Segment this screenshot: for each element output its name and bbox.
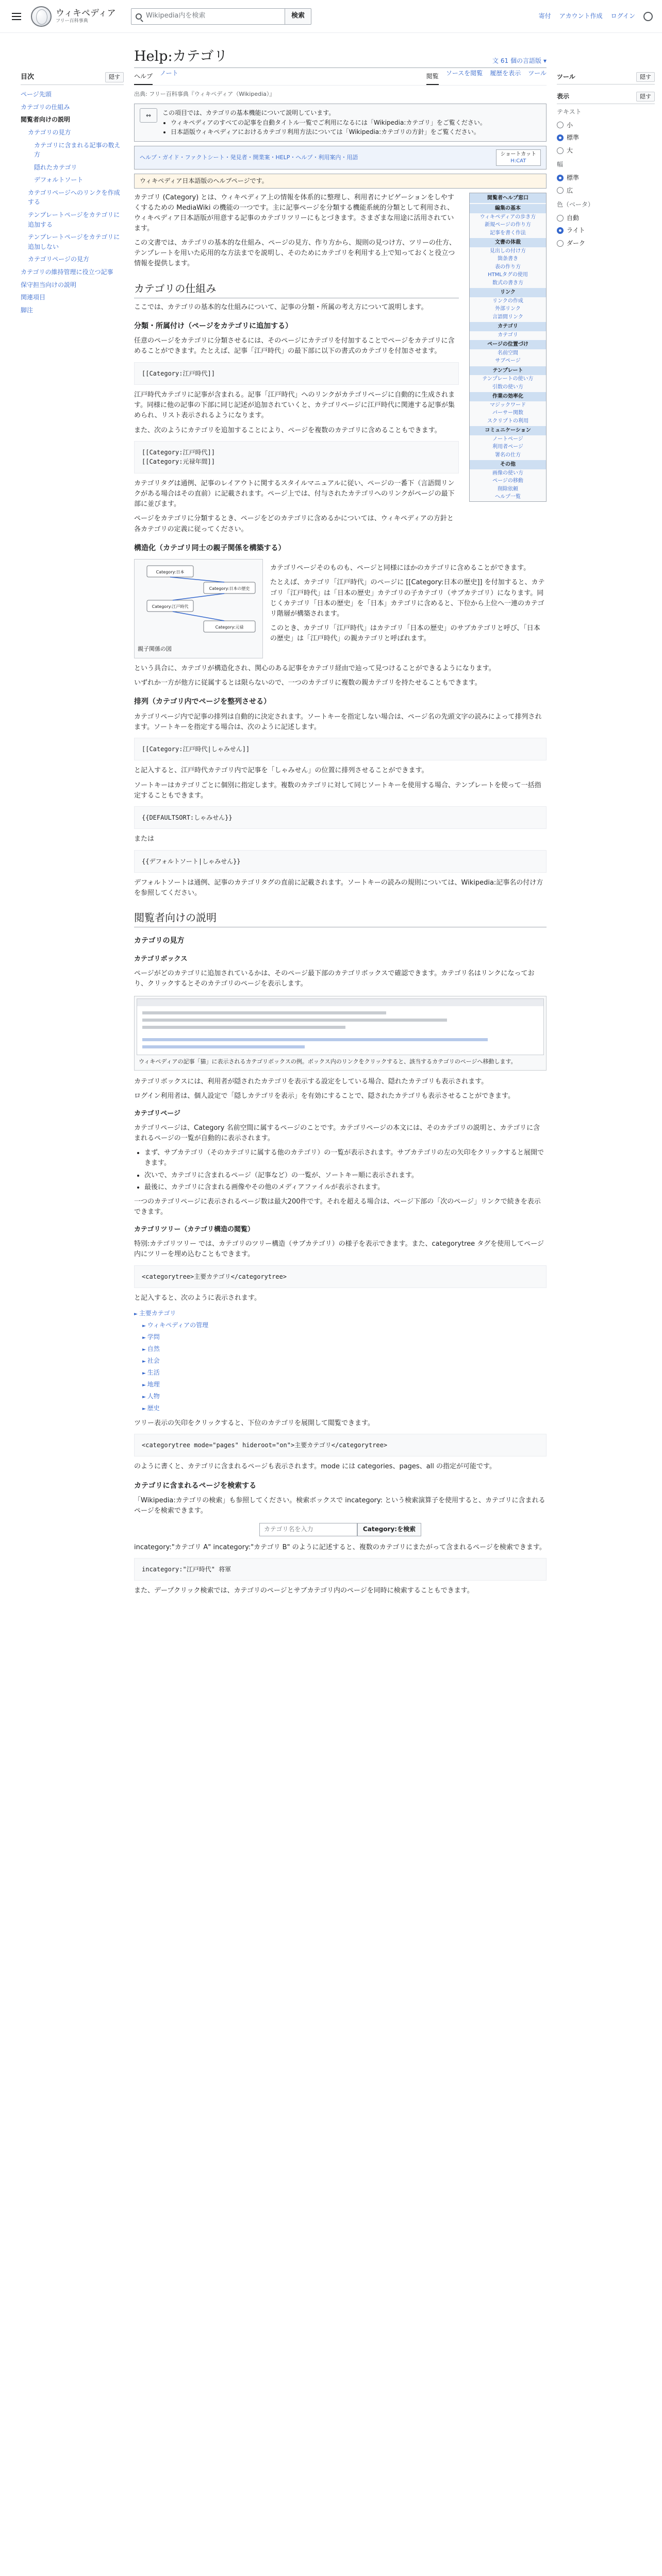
paragraph: ログイン利用者は、個人設定で「隠しカテゴリを表示」を有効にすることで、隠されたカテゴリも表示させることができます。 [134,1092,515,1100]
tab-history[interactable]: 履歴を表示 [490,69,521,77]
hatnote-intro: この項目では、カテゴリの基本機能について説明しています。 [162,109,335,117]
main-menu-icon[interactable] [9,9,24,24]
appearance-title: 表示 [557,93,570,100]
code-block: [[Category:江戸時代]] [134,362,459,385]
code-block: [[Category:江戸時代]] [[Category:元禄年間]] [134,441,459,473]
toc-item[interactable]: カテゴリページへのリンクを作成する [28,189,120,206]
help-navbox [469,193,547,502]
paragraph: カテゴリタグは通例、記事のレイアウトに関するスタイルマニュアルに従い、ページの一番下（言語間リンクがある場合はその直前）に記載されます。ページ上では、付与されたカテゴリへのリンクがページの最下部に並びます。 [134,479,455,509]
page-tabs [134,68,547,86]
toc-item[interactable]: テンプレートページをカテゴリに追加する [28,211,120,228]
text-size-option-label: 小 [567,121,573,129]
user-links [539,11,653,21]
navbox-link[interactable]: ページの移動 [492,478,523,484]
navbox-group-heading: 編集の基本 [470,204,546,213]
navbox-link[interactable]: ノートページ [492,436,523,442]
page-source-note: 出典: フリー百科事典『ウィキペディア（Wikipedia）』 [134,91,275,98]
navbox-link[interactable]: マジックワード [490,402,526,408]
paragraph: のように書くと、カテゴリに含まれるページも表示されます。mode には categories、pages、all の指定が可能です。 [134,1463,496,1471]
shortcut-link[interactable]: H:CAT [510,158,526,164]
navbox-group-heading: 文書の体裁 [470,238,546,247]
paragraph: と記入すると、次のように表示されます。 [134,1294,261,1302]
paragraph: カテゴリページ内で記事の排列は自動的に決定されます。ソートキーを指定しない場合は、ページ名の先頭文字の読みによって排列されます。ソートキーを指定する場合は、次のように記述します。 [134,713,542,731]
tree-item[interactable]: 生活 [147,1368,160,1376]
width-option-label: 標準 [567,174,580,182]
toc-item[interactable]: 関連項目 [21,294,46,301]
category-box-screenshot [134,996,547,1071]
tree-item[interactable]: ウィキペディアの管理 [147,1321,209,1329]
disambiguation-icon: ↔ [140,108,157,123]
color-theme-option[interactable] [557,224,655,237]
navbox-link[interactable]: パーサー関数 [492,410,523,416]
navbox-title: 閲覧者ヘルプ窓口 [470,193,546,204]
subsection-heading: カテゴリの見方 [134,937,185,945]
toc-item[interactable]: カテゴリの見方 [28,128,71,136]
toc-item[interactable]: ページ先頭 [21,91,52,98]
toc-item[interactable]: 脚注 [21,306,34,314]
code-block: incategory:"江戸時代" 将軍 [134,1558,547,1581]
paragraph: という具合に、カテゴリが構造化され、関心のある記事をカテゴリ経由で辿って見つけることができるようになります。 [134,664,495,672]
category-search-button[interactable]: Category:を検索 [357,1523,421,1536]
radio-icon[interactable] [557,147,564,154]
navbox-group-heading: カテゴリ [470,322,546,331]
tree-item[interactable]: 人物 [147,1392,160,1400]
code-block: [[Category:江戸時代|しゃみせん]] [134,738,547,761]
language-button[interactable] [492,56,547,66]
tab-view-source[interactable]: ソースを閲覧 [445,69,483,77]
diagram-node-label: Category:元禄 [215,625,244,630]
text-size-option-label: 標準 [567,134,580,142]
category-hierarchy-diagram [137,562,260,639]
text-size-label: テキスト [557,108,582,116]
toc-item[interactable]: カテゴリに含まれる記事の数え方 [34,141,121,159]
category-diagram [134,559,263,658]
tab-tools[interactable]: ツール [528,69,547,77]
subsection-heading: 排列（カテゴリ内でページを整列させる） [134,697,271,706]
tree-node [134,1319,547,1331]
paragraph: と記入すると、江戸時代カテゴリ内で記事を「しゃみせん」の位置に排列させることができます。 [134,767,428,775]
navbox-group-heading: ページの位置づけ [470,340,546,349]
tools-hide-button[interactable]: 隠す [636,72,655,82]
navbox-group-heading: リンク [470,288,546,297]
chevron-down-icon: ▾ [543,57,547,64]
list-item: • まず、サブカテゴリ（そのカテゴリに属する他のカテゴリ）の一覧が表示されます。サブカテゴリの左の矢印をクリックすると展開できます。 [144,1148,547,1168]
paragraph: このとき、カテゴリ「江戸時代」はカテゴリ「日本の歴史」のサブカテゴリと呼び、「日本の歴史」は「江戸時代」の親カテゴリと呼ばれます。 [270,624,540,643]
color-label: 色（ベータ） [557,201,594,209]
tree-node [134,1367,547,1379]
tab-read[interactable]: 閲覧 [426,69,439,86]
category-search-box [134,1523,547,1536]
toc-sidebar [21,72,124,316]
navbox-link[interactable]: 署名の仕方 [495,452,521,458]
paragraph: incategory:"カテゴリ A" incategory:"カテゴリ B" のように記述すると、複数のカテゴリにまたがって含まれるページを検索できます。 [134,1543,546,1551]
paragraph: また、デープクリック検索では、カテゴリのページとサブカテゴリ内のページを同時に検索することもできます。 [134,1587,474,1595]
paragraph: たとえば、カテゴリ「江戸時代」のページに [[Category:日本の歴史]] を付加すると、カテゴリ「江戸時代」は「日本の歴史」カテゴリの子カテゴリ（サブカテゴリ）になります。同じくカテゴリ「日本の歴史」を「日本」カテゴリに含めると、下位から上位へ一連のカテゴリ階層が構築されます。 [270,579,545,618]
code-block: {{DEFAULTSORT:しゃみせん}} [134,806,547,829]
paragraph: 江戸時代カテゴリに記事が含まれる。記事「江戸時代」へのリンクがカテゴリページに自動的に生成されます。同様に他の記事の下部に同じ記述が追加されていくと、カテゴリページに江戸時代に関連する記事が集められ、リスト表示されるようになります。 [134,391,455,420]
tree-item[interactable]: 主要カテゴリ [139,1310,176,1317]
tree-node [134,1308,547,1319]
width-option[interactable] [557,184,655,197]
color-theme-option[interactable] [557,237,655,250]
paragraph: いずれか一方が他方に従属するとは限らないので、一つのカテゴリに複数の親カテゴリを持たせることもできます。 [134,679,482,687]
tree-item[interactable]: 歴史 [147,1404,160,1412]
color-theme-option[interactable] [557,212,655,225]
page-title: Help:カテゴリ [134,48,228,64]
tree-node [134,1379,547,1391]
wikipedia-globe-icon [31,6,52,27]
tree-item[interactable]: 社会 [147,1357,160,1365]
radio-icon[interactable] [557,175,564,181]
tree-item[interactable]: 地理 [147,1380,160,1388]
color-theme-option-label: ライト [567,227,585,234]
radio-icon[interactable] [557,215,564,222]
login-link[interactable]: ログイン [610,12,635,20]
paragraph: ツリー表示の矢印をクリックすると、下位のカテゴリを展開して閲覧できます。 [134,1419,374,1427]
tree-item[interactable]: 学問 [147,1333,160,1341]
navbox-link[interactable]: テンプレートの使い方 [482,376,534,382]
screenshot-image [137,998,544,1055]
navbox-link[interactable]: 言語間リンク [492,314,523,320]
text-size-option[interactable] [557,119,655,132]
toc-list [21,88,124,316]
diagram-caption: 親子関係の図 [138,646,172,653]
bullet-list [134,1148,547,1193]
radio-icon[interactable] [557,240,564,247]
navbox-group-heading: その他 [470,460,546,469]
navbox-link[interactable]: HTMLタグの使用 [488,272,528,278]
diagram-node-label: Category:日本 [156,570,185,575]
language-count: 61 個の言語版 [500,57,541,64]
tree-node [134,1402,547,1414]
navbox-link[interactable]: リンクの作成 [492,298,523,304]
appearance-hide-button[interactable]: 隠す [636,92,655,101]
color-theme-option-label: ダーク [567,240,586,247]
list-item: • 最後に、カテゴリに含まれる画像やその他のメディアファイルが表示されます。 [144,1182,547,1193]
donate-link[interactable]: 寄付 [538,12,551,20]
hatnote-item: • ウィキペディアのすべての記事を自動タイトル一覧でご利用になるには「Wikipedia:カテゴリ」をご覧ください。 [171,118,486,128]
intro-paragraph: カテゴリ (Category) とは、ウィキペディア上の情報を体系的に整理し、利用者にナビゲーションをしやすくするための MediaWiki の機能の一つです。主に記事ページを分類する機能系統的分類として利用され、ウィキペディア日本語版が用意する記事のカテゴリツリーにもとづきます。さまざまな用途に活用されています。 [134,193,454,232]
paragraph: また、次のようにカテゴリを追加することにより、ページを複数のカテゴリに含めることもできます。 [134,426,441,434]
paragraph: この文書では、カテゴリの基本的な仕組み、ページの見方、作り方から、規則の見つけ方、ツリーの仕方、テンプレートを用いた応用的な方法までを説明し、そのためにカテゴリを利用する上で知っておくと役立つ情報を提供します。 [134,239,456,268]
navbox-link[interactable]: ヘルプ一覧 [495,494,521,500]
toc-item[interactable]: カテゴリの維持管理に役立つ記事 [21,268,113,276]
navbox-link[interactable]: 見出しの付け方 [490,248,526,254]
user-menu-icon[interactable] [643,12,653,21]
create-account-link[interactable]: アカウント作成 [559,12,603,20]
tree-node [134,1355,547,1367]
toc-item[interactable]: カテゴリの仕組み [21,103,70,111]
code-block: <categorytree>主要カテゴリ</categorytree> [134,1265,547,1289]
paragraph: 一つのカテゴリページに表示されるページ数は最大200件です。それを超える場合は、ページ下部の「次のページ」リンクで続きを表示できます。 [134,1197,541,1216]
search-input[interactable] [131,8,285,25]
sub-subsection-heading: カテゴリツリー（カテゴリ構造の閲覧） [134,1226,254,1234]
tree-node [134,1331,547,1343]
main-content [134,33,547,1600]
tools-title: ツール [557,73,575,80]
navbox-link[interactable]: 箇条書き [498,256,518,262]
navbox-link[interactable]: 名前空間 [498,350,518,356]
subsection-heading: 分類・所属付け（ページをカテゴリに追加する） [134,321,293,330]
site-header [0,0,662,33]
navbox-link[interactable]: 利用者ページ [492,444,523,450]
subsection-heading: カテゴリに含まれるページを検索する [134,1481,257,1490]
paragraph: 特別:カテゴリツリー では、カテゴリのツリー構造（サブカテゴリ）の様子を表示できます。また、categorytree タグを使用してページ内にツリーを埋め込むこともできます。 [134,1240,544,1259]
navbox-link[interactable]: サブページ [495,358,521,364]
navbox-link[interactable]: 削除依頼 [498,486,518,492]
paragraph: 任意のページをカテゴリに分類させるには、そのページにカテゴリを付加することでページをカテゴリに含めることができます。たとえば、記事「江戸時代」の最下部に以下の書式のカテゴリを付加させます。 [134,337,455,355]
paragraph: ここでは、カテゴリの基本的な仕組みについて、記事の分類・所属の考え方について説明します。 [134,303,428,311]
search-placeholder: Wikipedia内を検索 [146,12,206,20]
text-size-option-label: 大 [567,146,573,154]
radio-icon[interactable] [557,187,564,194]
navbox-link[interactable]: カテゴリ [498,332,518,338]
navbox-link[interactable]: 記事を書く作法 [490,230,526,236]
code-block: {{デフォルトソート|しゃみせん}} [134,850,547,873]
width-option-label: 広 [567,187,573,194]
section-heading: カテゴリの仕組み [134,281,459,298]
navbox-link[interactable]: スクリプトの利用 [487,418,528,424]
paragraph: ソートキーはカテゴリごとに個別に指定します。複数のカテゴリに対して同じソートキーを使用する場合、テンプレートを使って一括指定することもできます。 [134,781,541,800]
paragraph: カテゴリボックスには、利用者が隠されたカテゴリを表示する設定をしている場合、隠れたカテゴリも表示されます。 [134,1077,488,1086]
category-tree [134,1308,547,1414]
navbox-link[interactable]: 数式の書き方 [492,280,523,286]
toc-title: 目次 [21,73,35,81]
navbox-link[interactable]: ウィキペディアの歩き方 [479,214,536,220]
site-tagline: フリー百科事典 [56,19,88,24]
navbox-link[interactable]: 引数の使い方 [492,384,523,390]
sub-subsection-heading: カテゴリボックス [134,955,188,963]
help-nav-links[interactable]: ヘルプ・ガイド・ファクトシート・発見者・開業案・HELP・ヘルプ・利用案内・用語 [140,154,358,161]
tree-node [134,1343,547,1355]
search-form [131,8,311,25]
section-heading: 閲覧者向けの説明 [134,910,547,927]
tree-item[interactable]: 自然 [147,1345,160,1353]
site-name: ウィキペディア [56,8,116,19]
toc-item[interactable]: テンプレートページをカテゴリに追加しない [28,233,120,250]
hatnote-item: • 日本語版ウィキペディアにおけるカテゴリ利用方法については「Wikipedia:カテゴリの方針」をご覧ください。 [171,127,486,137]
shortcut-box [496,149,541,166]
paragraph: カテゴリページは、Category 名前空間に属するページのことです。カテゴリページの本文には、そのカテゴリの説明と、カテゴリに含まれるページの一覧が自動的に表示されます。 [134,1124,540,1143]
toc-item[interactable]: デフォルトソート [34,176,84,184]
toc-item[interactable]: 隠れたカテゴリ [34,163,77,171]
navbox-group-heading: テンプレート [470,366,546,376]
text-size-option[interactable] [557,144,655,157]
search-icon [136,13,142,20]
text-size-option[interactable] [557,131,655,144]
site-logo[interactable] [31,6,119,27]
help-notice: ウィキペディア日本語版のヘルプページです。 [134,174,547,189]
subsection-heading: 構造化（カテゴリ同士の親子関係を構築する） [134,544,286,552]
hatnote [134,104,547,142]
color-theme-option-label: 自動 [567,214,580,222]
navbox-group-heading: 作業の効率化 [470,392,546,401]
navbox-group-heading: コミュニケーション [470,426,546,435]
navbox-link[interactable]: 外部リンク [495,306,521,312]
toc-hide-button[interactable]: 隠す [105,72,124,82]
paragraph: カテゴリページそのものも、ページと同様にほかのカテゴリに含めることができます。 [270,564,531,572]
toc-item[interactable]: カテゴリページの見方 [28,256,90,263]
list-item: • 次いで、カテゴリに含まれるページ（記事など）の一覧が、ソートキー順に表示されます。 [144,1171,547,1181]
radio-icon[interactable] [557,134,564,141]
radio-icon[interactable] [557,227,564,234]
navbox-link[interactable]: 画像の使い方 [492,470,523,476]
toc-item[interactable]: 保守担当向けの説明 [21,281,77,289]
tab-talk[interactable]: ノート [160,69,178,77]
paragraph: ページをカテゴリに分類するとき、ページをどのカテゴリに含めるかについては、ウィキペディアの方針と各カテゴリの定義に従ってください。 [134,515,454,533]
navbox-link[interactable]: 表の作り方 [495,264,521,270]
search-button[interactable]: 検索 [285,8,311,25]
paragraph: または [134,835,155,843]
diagram-node-label: Category:江戸時代 [152,604,189,609]
navbox-link[interactable]: 新規ページの作り方 [485,222,531,228]
paragraph: 「Wikipedia:カテゴリの検索」も参照してください。検索ボックスで incategory: という検索演算子を使用すると、カテゴリに含まれるページを検索できます。 [134,1497,545,1515]
width-option[interactable] [557,172,655,184]
tab-help[interactable]: ヘルプ [134,69,153,86]
sub-subsection-heading: カテゴリページ [134,1109,180,1117]
paragraph: デフォルトソートは通例、記事のカテゴリタグの直前に記載されます。ソートキーの読みの規則については、Wikipedia:記事名の付け方を参照してください。 [134,879,543,897]
help-nav-strip [134,146,547,170]
screenshot-caption: ウィキペディアの記事「猫」に表示されるカテゴリボックスの例。ボックス内のリンクをクリックすると、該当するカテゴリのページへ移動します。 [139,1058,517,1065]
radio-icon[interactable] [557,122,564,128]
shortcut-label: ショートカット [500,151,536,157]
toc-item[interactable]: 閲覧者向けの説明 [21,116,71,124]
category-search-input[interactable]: カテゴリ名を入力 [259,1523,357,1536]
code-block: <categorytree mode="pages" hideroot="on">主要カテゴリ</categorytree> [134,1434,547,1457]
diagram-node-label: Category:日本の歴史 [209,586,250,591]
tools-sidebar [557,72,655,257]
tree-node [134,1391,547,1402]
paragraph: ページがどのカテゴリに追加されているかは、そのページ最下部のカテゴリボックスで確認できます。カテゴリ名はリンクになっており、クリックするとそのカテゴリのページを表示します。 [134,970,535,988]
width-label: 幅 [557,161,564,168]
language-icon: 文 [492,57,499,64]
